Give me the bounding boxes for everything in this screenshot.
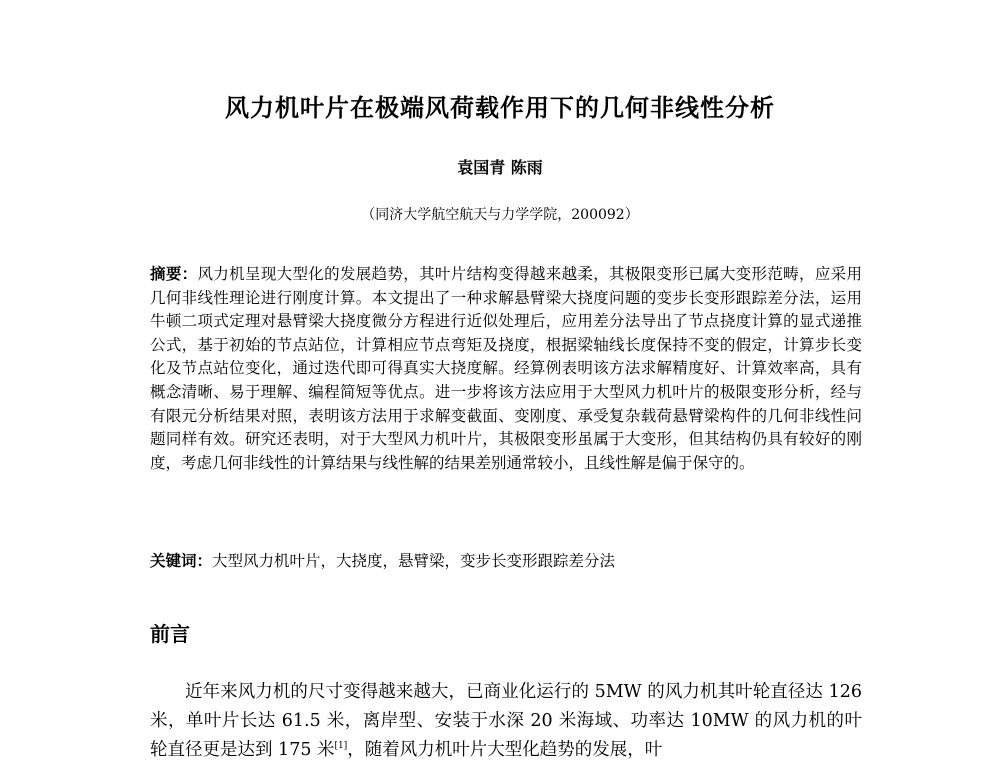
- section-heading: 前言: [150, 622, 190, 646]
- paper-title: 风力机叶片在极端风荷载作用下的几何非线性分析: [225, 94, 775, 122]
- keywords-text: 大型风力机叶片，大挠度，悬臂梁，变步长变形跟踪差分法: [212, 552, 616, 570]
- keywords-block: [150, 549, 862, 573]
- body-text-part-1: 近年来风力机的尺寸变得越来越大，已商业化运行的 5MW 的风力机其叶轮直径达 126 米，单叶片长达 61.5 米，离岸型、安装于水深 20 米海域、功率达 10MW 的风力机的叶轮直径更是达到 175 米: [150, 682, 862, 760]
- abstract-label: 摘要：: [150, 265, 198, 283]
- abstract-block: [150, 263, 862, 475]
- reference-mark[interactable]: [1]: [334, 741, 348, 752]
- paper-affiliation: （同济大学航空航天与力学学院，200092）: [361, 207, 639, 223]
- abstract-text: 风力机呈现大型化的发展趋势，其叶片结构变得越来越柔，其极限变形已属大变形范畴，应采用几何非线性理论进行刚度计算。本文提出了一种求解悬臂梁大挠度问题的变步长变形跟踪差分法，运用牛顿二项式定理对悬臂梁大挠度微分方程进行近似处理后，应用差分法导出了节点挠度计算的显式递推公式，基于初始的节点站位，计算相应节点弯矩及挠度，根据梁轴线长度保持不变的假定，计算步长变化及节点站位变化，通过迭代即可得真实大挠度解。经算例表明该方法求解精度好、计算效率高，具有概念清晰、易于理解、编程简短等优点。进一步将该方法应用于大型风力机叶片的极限变形分析，经与有限元分析结果对照，表明该方法用于求解变截面、变刚度、承受复杂载荷悬臂梁构件的几何非线性问题同样有效。研究还表明，对于大型风力机叶片，其极限变形虽属于大变形，但其结构仍具有较好的刚度，考虑几何非线性的计算结果与线性解的结果差别通常较小，且线性解是偏于保守的。: [150, 265, 862, 472]
- paper-authors: 袁国青 陈雨: [457, 158, 543, 177]
- body-text-part-2: ，随着风力机叶片大型化趋势的发展，叶: [347, 740, 663, 760]
- keywords-label: 关键词：: [150, 552, 213, 570]
- section-body-text: [150, 678, 862, 765]
